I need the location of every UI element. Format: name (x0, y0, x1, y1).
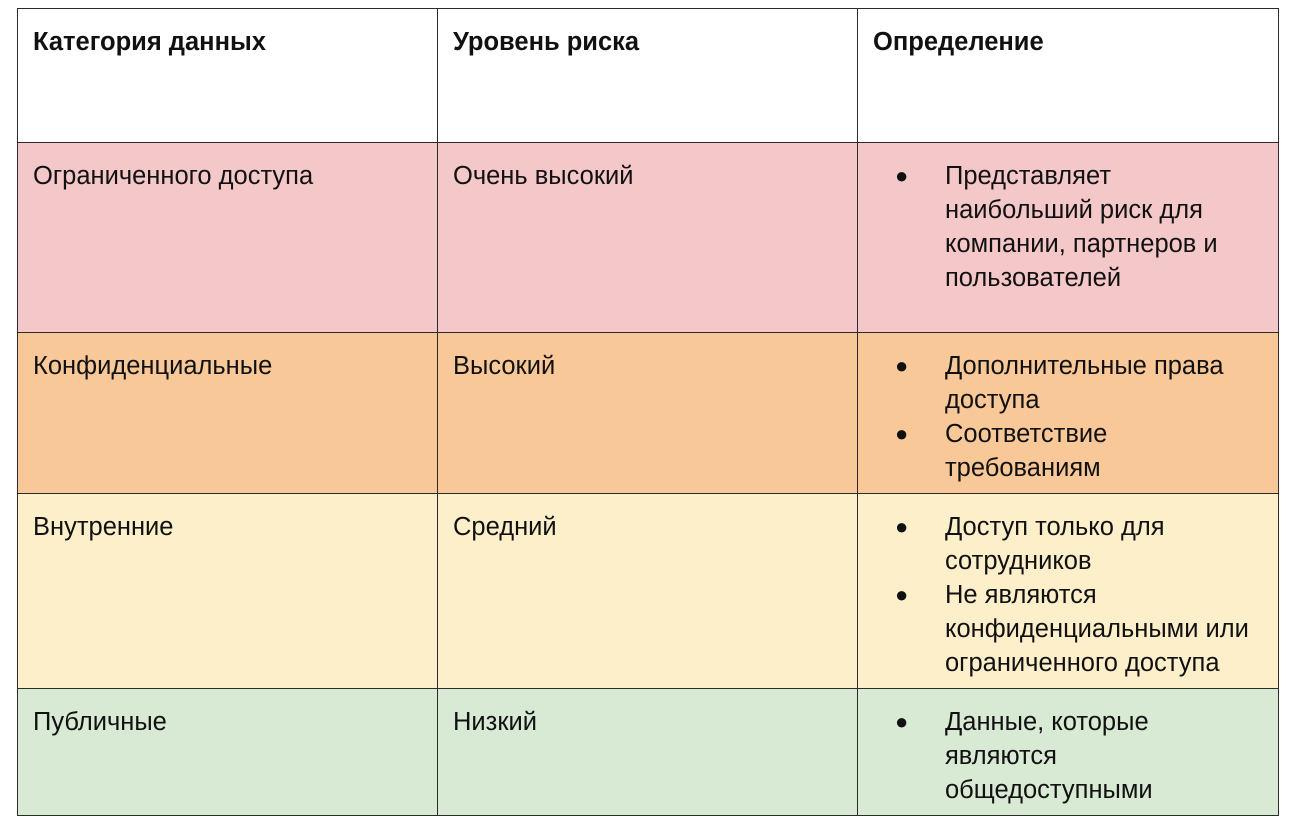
definition-list (873, 510, 1264, 680)
definition-item (873, 349, 1264, 417)
cell-category: Ограниченного доступа (18, 143, 438, 333)
definition-item (873, 417, 1264, 485)
table-row-restricted (18, 143, 1279, 333)
bullet-dot-icon: ● (895, 353, 909, 378)
cell-category: Внутренние (18, 494, 438, 689)
cell-definition (858, 333, 1279, 494)
data-classification-table (17, 8, 1279, 816)
cell-risk-level: Очень высокий (438, 143, 858, 333)
bullet-dot-icon: ● (895, 421, 909, 446)
bullet-dot-icon: ● (895, 709, 909, 734)
definition-text: Представляет наибольший риск для компании, партнеров и пользователей (945, 162, 1218, 292)
header-definition: Определение (858, 9, 1279, 143)
definition-list (873, 159, 1264, 295)
table-header-row (18, 9, 1279, 143)
bullet-dot-icon: ● (895, 163, 909, 188)
definition-text: Не являются конфиденциальными или ограниченного доступа (945, 581, 1249, 677)
cell-category: Публичные (18, 689, 438, 816)
header-risk-level: Уровень риска (438, 9, 858, 143)
definition-item (873, 705, 1264, 807)
definition-list (873, 349, 1264, 485)
header-category: Категория данных (18, 9, 438, 143)
definition-text: Дополнительные права доступа (945, 352, 1224, 414)
table-body (18, 143, 1279, 816)
cell-risk-level: Средний (438, 494, 858, 689)
definition-item (873, 510, 1264, 578)
cell-definition (858, 494, 1279, 689)
cell-definition (858, 689, 1279, 816)
definition-item (873, 159, 1264, 295)
bullet-dot-icon: ● (895, 514, 909, 539)
cell-definition (858, 143, 1279, 333)
definition-text: Данные, которые являются общедоступными (945, 708, 1153, 804)
cell-risk-level: Низкий (438, 689, 858, 816)
bullet-dot-icon: ● (895, 582, 909, 607)
cell-category: Конфиденциальные (18, 333, 438, 494)
table-row-confidential (18, 333, 1279, 494)
definition-list (873, 705, 1264, 807)
definition-item (873, 578, 1264, 680)
cell-risk-level: Высокий (438, 333, 858, 494)
definition-text: Доступ только для сотрудников (945, 513, 1165, 575)
table-row-internal (18, 494, 1279, 689)
table-row-public (18, 689, 1279, 816)
definition-text: Соответствие требованиям (945, 420, 1108, 482)
